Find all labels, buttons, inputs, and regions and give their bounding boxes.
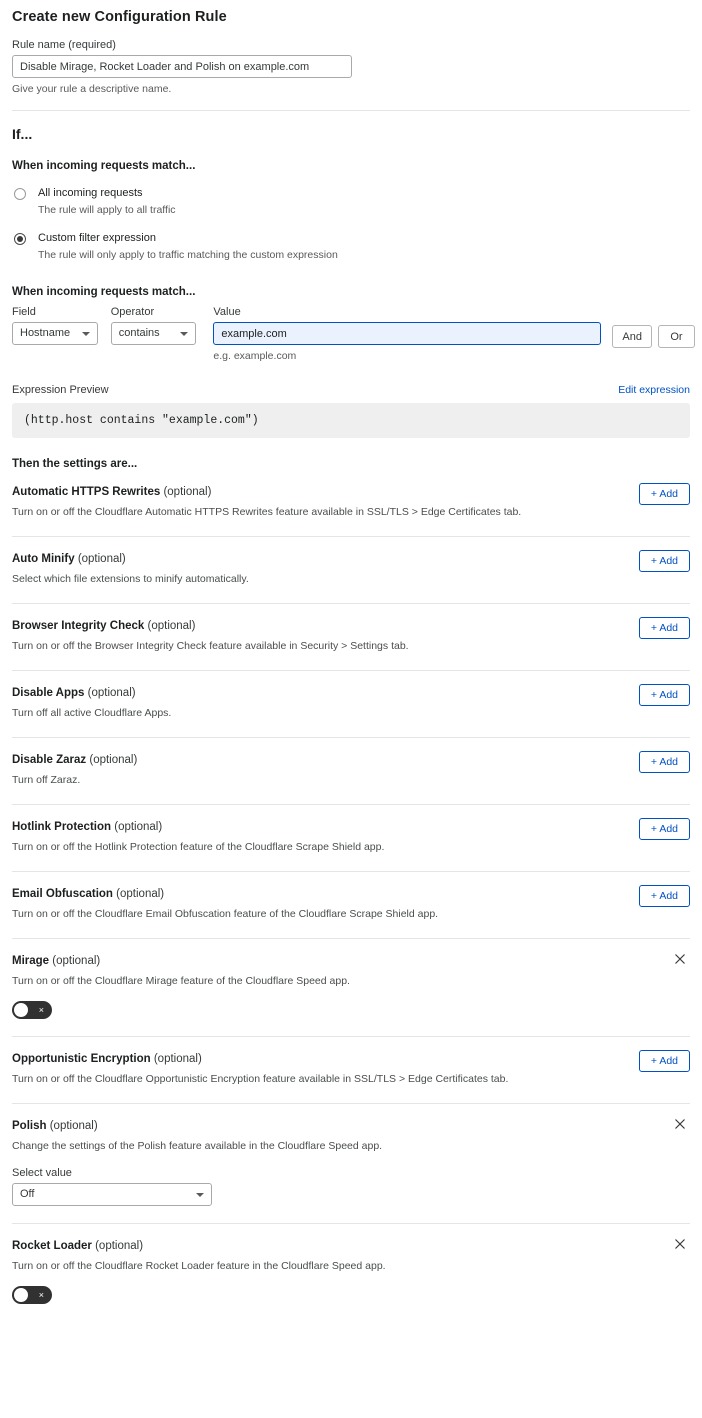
radio-sub-all-requests: The rule will apply to all traffic <box>38 204 176 216</box>
polish-select[interactable] <box>12 1183 212 1206</box>
operator-select-value: contains <box>118 327 160 339</box>
radio-label-custom-filter: Custom filter expression <box>38 232 156 244</box>
setting-description: Turn on or off the Cloudflare Automatic HTTPS Rewrites feature available in SSL/TLS > Edge Certificates tab. <box>12 506 522 518</box>
chevron-down-icon <box>196 1193 204 1197</box>
setting-email-obfuscation <box>12 872 690 939</box>
page-title: Create new Configuration Rule <box>12 9 227 25</box>
remove-setting-icon[interactable] <box>672 1236 688 1252</box>
add-button[interactable]: + Add <box>639 684 690 706</box>
chevron-down-icon <box>82 332 90 336</box>
operator-column <box>111 306 197 345</box>
setting-description: Turn on or off the Cloudflare Mirage feature of the Cloudflare Speed app. <box>12 975 350 987</box>
setting-optional-tag: (optional) <box>87 687 136 699</box>
setting-name: Auto Minify <box>12 553 75 565</box>
setting-opportunistic-encryption <box>12 1037 690 1104</box>
setting-disable-zaraz <box>12 738 690 805</box>
rocket-loader-toggle[interactable] <box>12 1286 52 1304</box>
setting-optional-tag: (optional) <box>114 821 163 833</box>
setting-rocket-loader <box>12 1224 690 1321</box>
filter-builder-row <box>12 306 695 362</box>
add-button[interactable]: + Add <box>639 550 690 572</box>
setting-description: Turn on or off the Cloudflare Rocket Loader feature in the Cloudflare Speed app. <box>12 1260 386 1272</box>
setting-description: Turn on or off the Cloudflare Opportunistic Encryption feature available in SSL/TLS > Edge Certificates tab. <box>12 1073 509 1085</box>
field-select[interactable] <box>12 322 98 345</box>
setting-description: Select which file extensions to minify automatically. <box>12 573 249 585</box>
setting-name: Email Obfuscation <box>12 888 113 900</box>
setting-description: Turn on or off the Browser Integrity Check feature available in Security > Settings tab. <box>12 640 409 652</box>
expression-preview-text: (http.host contains "example.com") <box>12 403 690 438</box>
rule-name-helper: Give your rule a descriptive name. <box>12 83 172 95</box>
setting-name: Automatic HTTPS Rewrites <box>12 486 161 498</box>
and-button[interactable]: And <box>612 325 652 348</box>
remove-setting-icon[interactable] <box>672 951 688 967</box>
expression-preview-label: Expression Preview <box>12 384 109 396</box>
setting-description: Turn on or off the Cloudflare Email Obfuscation feature of the Cloudflare Scrape Shield app. <box>12 908 439 920</box>
polish-select-value: Off <box>20 1188 35 1200</box>
setting-name: Browser Integrity Check <box>12 620 145 632</box>
add-button[interactable]: + Add <box>639 818 690 840</box>
setting-optional-tag: (optional) <box>77 553 126 565</box>
value-input[interactable] <box>213 322 601 345</box>
setting-optional-tag: (optional) <box>163 486 212 498</box>
divider <box>12 110 690 111</box>
match-label: When incoming requests match... <box>12 160 196 172</box>
add-button[interactable]: + Add <box>639 1050 690 1072</box>
toggle-knob <box>14 1288 28 1302</box>
polish-select-label: Select value <box>12 1167 72 1179</box>
value-hint: e.g. example.com <box>213 350 297 362</box>
setting-browser-integrity-check <box>12 604 690 671</box>
field-label: Field <box>12 306 36 318</box>
remove-setting-icon[interactable] <box>672 1116 688 1132</box>
setting-description: Turn off all active Cloudflare Apps. <box>12 707 172 719</box>
radio-option-all-requests[interactable] <box>12 186 695 217</box>
rule-name-label: Rule name (required) <box>12 39 116 51</box>
mirage-toggle[interactable] <box>12 1001 52 1019</box>
setting-auto-minify <box>12 537 690 604</box>
setting-description: Turn off Zaraz. <box>12 774 81 786</box>
or-button-wrap <box>658 306 695 348</box>
setting-optional-tag: (optional) <box>49 1120 98 1132</box>
setting-optional-tag: (optional) <box>89 754 138 766</box>
field-column <box>12 306 98 345</box>
add-button[interactable]: + Add <box>639 751 690 773</box>
operator-label: Operator <box>110 306 155 318</box>
value-label: Value <box>213 306 241 318</box>
setting-name: Rocket Loader <box>12 1240 92 1252</box>
setting-polish <box>12 1104 690 1224</box>
toggle-knob <box>14 1003 28 1017</box>
setting-optional-tag: (optional) <box>153 1053 202 1065</box>
edit-expression-link[interactable]: Edit expression <box>618 384 690 396</box>
setting-name: Disable Apps <box>12 687 85 699</box>
radio-icon-custom-filter[interactable] <box>14 233 26 245</box>
setting-optional-tag: (optional) <box>95 1240 144 1252</box>
or-button[interactable]: Or <box>658 325 695 348</box>
radio-option-custom-filter[interactable] <box>12 231 695 262</box>
setting-name: Hotlink Protection <box>12 821 112 833</box>
add-button[interactable]: + Add <box>639 617 690 639</box>
add-button[interactable]: + Add <box>639 885 690 907</box>
value-column <box>213 306 601 362</box>
setting-optional-tag: (optional) <box>116 888 165 900</box>
toggle-off-mark: × <box>38 1290 44 1300</box>
add-button[interactable]: + Add <box>639 483 690 505</box>
setting-hotlink-protection <box>12 805 690 872</box>
then-settings-heading: Then the settings are... <box>12 458 138 470</box>
and-button-wrap <box>612 306 652 348</box>
radio-icon-all-requests[interactable] <box>14 188 26 200</box>
setting-automatic-https-rewrites <box>12 470 690 537</box>
if-section-heading: If... <box>12 126 33 142</box>
setting-mirage <box>12 939 690 1037</box>
configuration-rule-page <box>0 9 702 1321</box>
radio-label-all-requests: All incoming requests <box>38 187 143 199</box>
setting-name: Disable Zaraz <box>12 754 87 766</box>
setting-optional-tag: (optional) <box>52 955 101 967</box>
setting-optional-tag: (optional) <box>147 620 196 632</box>
filter-builder-label: When incoming requests match... <box>12 286 196 298</box>
field-select-value: Hostname <box>20 327 71 339</box>
setting-description: Turn on or off the Hotlink Protection feature of the Cloudflare Scrape Shield app. <box>12 841 385 853</box>
rule-name-input[interactable] <box>12 55 352 78</box>
setting-description: Change the settings of the Polish feature available in the Cloudflare Speed app. <box>12 1140 383 1152</box>
radio-sub-custom-filter: The rule will only apply to traffic matching the custom expression <box>38 249 338 261</box>
setting-disable-apps <box>12 671 690 738</box>
setting-name: Opportunistic Encryption <box>12 1053 151 1065</box>
operator-select[interactable] <box>111 322 197 345</box>
setting-name: Mirage <box>12 955 50 967</box>
setting-name: Polish <box>12 1120 47 1132</box>
expression-preview-header <box>12 384 690 396</box>
chevron-down-icon <box>180 332 188 336</box>
toggle-off-mark: × <box>38 1005 44 1015</box>
